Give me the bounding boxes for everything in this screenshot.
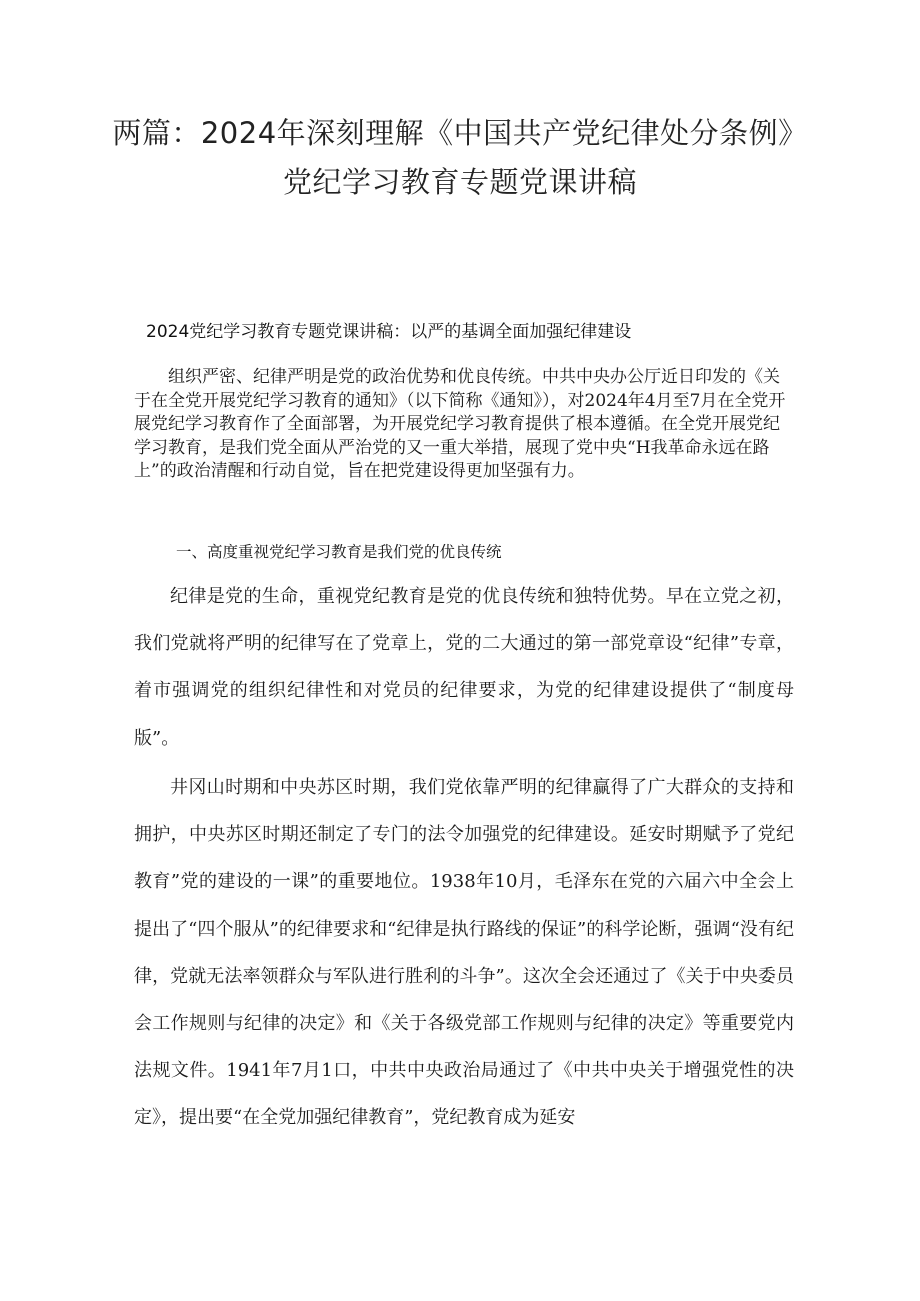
body-paragraph: 井冈山时期和中央苏区时期，我们党依靠严明的纪律赢得了广大群众的支持和拥护，中央苏区时期还制定了专门的法令加强党的纪律建设。延安时期赋予了党纪教育”党的建设的一课”的重要地位。1938年10月，毛泽东在党的六届六中全会上提出了“四个服从”的纪律要求和“纪律是执行路线的保证”的科学论断，强调“没有纪律，党就无法率领群众与军队进行胜利的斗争”。这次全会还通过了《关于中央委员会工作规则与纪律的决定》和《关于各级党部工作规则与纪律的决定》等重要党内法规文件。1941年7月1口，中共中央政治局通过了《中共中央关于增强党性的决定》，提出要“在全党加强纪律教育”，党纪教育成为延安 xyxy=(134,777,794,1129)
document-title-line-1: 两篇：2024年深刻理解《中国共产党纪律处分条例》 xyxy=(112,116,808,150)
article-subtitle: 2024党纪学习教育专题党课讲稿：以严的基调全面加强纪律建设 xyxy=(146,322,632,342)
body-paragraph: 纪律是党的生命，重视党纪教育是党的优良传统和独特优势。早在立党之初，我们党就将严明的纪律写在了党章上，党的二大通过的第一部党章设“纪律”专章，着市强调党的组织纪律性和对党员的纪律要求，为党的纪律建设提供了“制度母版”。 xyxy=(134,586,794,749)
document-title-line-2: 党纪学习教育专题党课讲稿 xyxy=(282,165,637,199)
section-heading-1: 一、高度重视党纪学习教育是我们党的优良传统 xyxy=(176,543,502,561)
intro-paragraph: 组织严密、纪律严明是党的政治优势和优良传统。中共中央办公厅近日印发的《关于在全党开展党纪学习教育的通知》（以下简称《通知》），对2024年4月至7月在全党开展党纪学习教育作了全面部署，为开展党纪学习教育提供了根本遵循。在全党开展党纪学习教育，是我们党全面从严治党的又一重大举措，展现了党中央“H我革命永远在路上”的政治清醒和行动自觉，旨在把党建设得更加坚强有力。 xyxy=(134,367,786,482)
